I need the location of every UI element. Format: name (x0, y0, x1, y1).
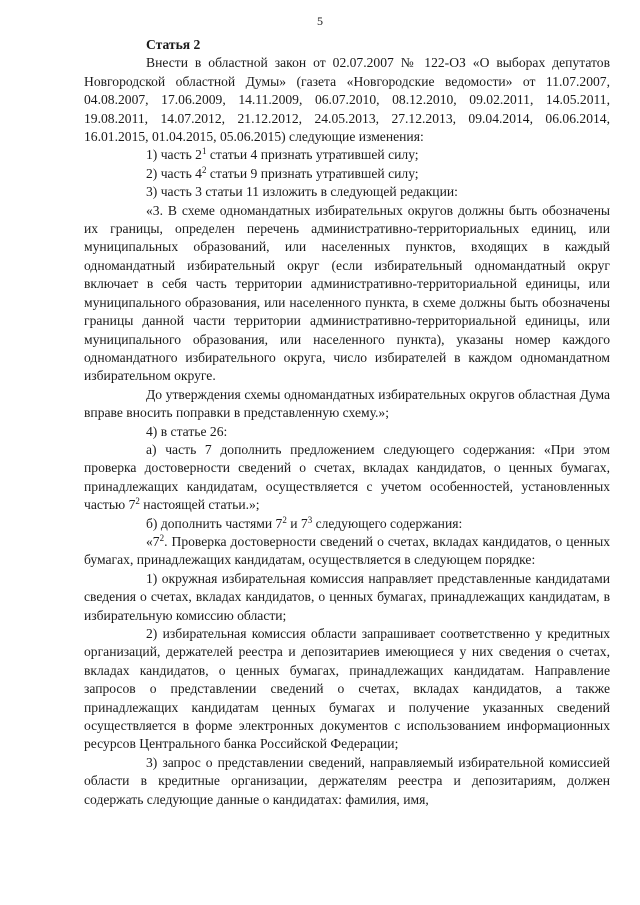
subitem-2: 2) избирательная комиссия области запрашивает соответственно у кредитных организаций, держателей реестра и депозитариев имеющиеся у них сведения о счетах, вкладах кандидатов, о ценных бумагах, принадлежащих кандидатам. Направление запросов о представлении сведений о счетах, вкладах кандидатов, а также принадлежащих кандидатам ценных бумагах и получение указанных сведений осуществляется в форме электронных документов с использованием информационных ресурсов Центрального банка Российской Федерации; (84, 626, 610, 752)
amendment-note: До утверждения схемы одномандатных избирательных округов областная Дума вправе вносить поправки в представленную схему.»; (84, 386, 610, 421)
item-2: 2) часть $4^2$ статьи 9 признать утратившей силу; (146, 164, 419, 181)
intro-paragraph: Внести в областной закон от 02.07.2007 № 122-ОЗ «О выборах депутатов Новгородской областной Думы» (газета «Новгородские ведомости» от 11.07.2007, 04.08.2007, 17.06.2009, 14.11.2009, 06.07.2010, 08.12.2010, 09.02.2011, 14.05.2011, 19.08.2011, 14.07.2012, 21.12.2012, 24.05.2013, 27.12.2013, 09.04.2014, 06.06.2014, 16.01.2015, 01.04.2015, 05.06.2015) следующие изменения: (84, 55, 610, 145)
subitem-1: 1) окружная избирательная комиссия направляет представленные кандидатами сведения о счетах, вкладах кандидатов, о ценных бумагах, принадлежащих кандидатам, в избирательную комиссию области; (84, 570, 610, 623)
subitem-3: 3) запрос о представлении сведений, направляемый избирательной комиссией области в кредитные организации, держателям реестра и депозитариям, должен содержать следующие данные о кандидатах: фамилия, имя, (84, 754, 610, 807)
article-title: Статья 2 (146, 37, 201, 52)
item-4a: а) часть 7 дополнить предложением следующего содержания: «При этом проверка достоверности сведений о счетах, вкладах кандидатов, о ценных бумагах, принадлежащих кандидатам, осуществляется с учетом особенностей, установленных частью $7^2$ настоящей статьи.»; (84, 441, 610, 513)
item-1: 1) часть $2^1$ статьи 4 признать утратившей силу; (146, 146, 419, 163)
item-3: 3) часть 3 статьи 11 изложить в следующей редакции: (146, 184, 458, 200)
item-4b: б) дополнить частями $7^2$ и $7^3$ следующего содержания: (146, 514, 463, 531)
quoted-part-3: «3. В схеме одномандатных избирательных округов должны быть обозначены их границы, определен перечень административно-территориальных единиц, или муниципальных образований, или населенных пунктов, входящих в каждый одномандатный избирательный округ (если избирательный одномандатный округ включает в себя часть территории административно-территориальной единицы, или муниципального образования, или населенного пункта, в схеме должны быть обозначены границы данной части территории административно-территориальной единицы, или муниципального образования, или населенного пункта), указаны номер каждого одномандатного избирательного округа, число избирателей в каждом одномандатном избирательном округе. (84, 202, 610, 384)
part-7-2: «$7^2$. Проверка достоверности сведений о счетах, вкладах кандидатов, о ценных бумагах, принадлежащих кандидатам, осуществляется в следующем порядке: (84, 532, 610, 568)
page-number: 5 (317, 14, 323, 28)
item-4: 4) в статье 26: (146, 423, 228, 439)
